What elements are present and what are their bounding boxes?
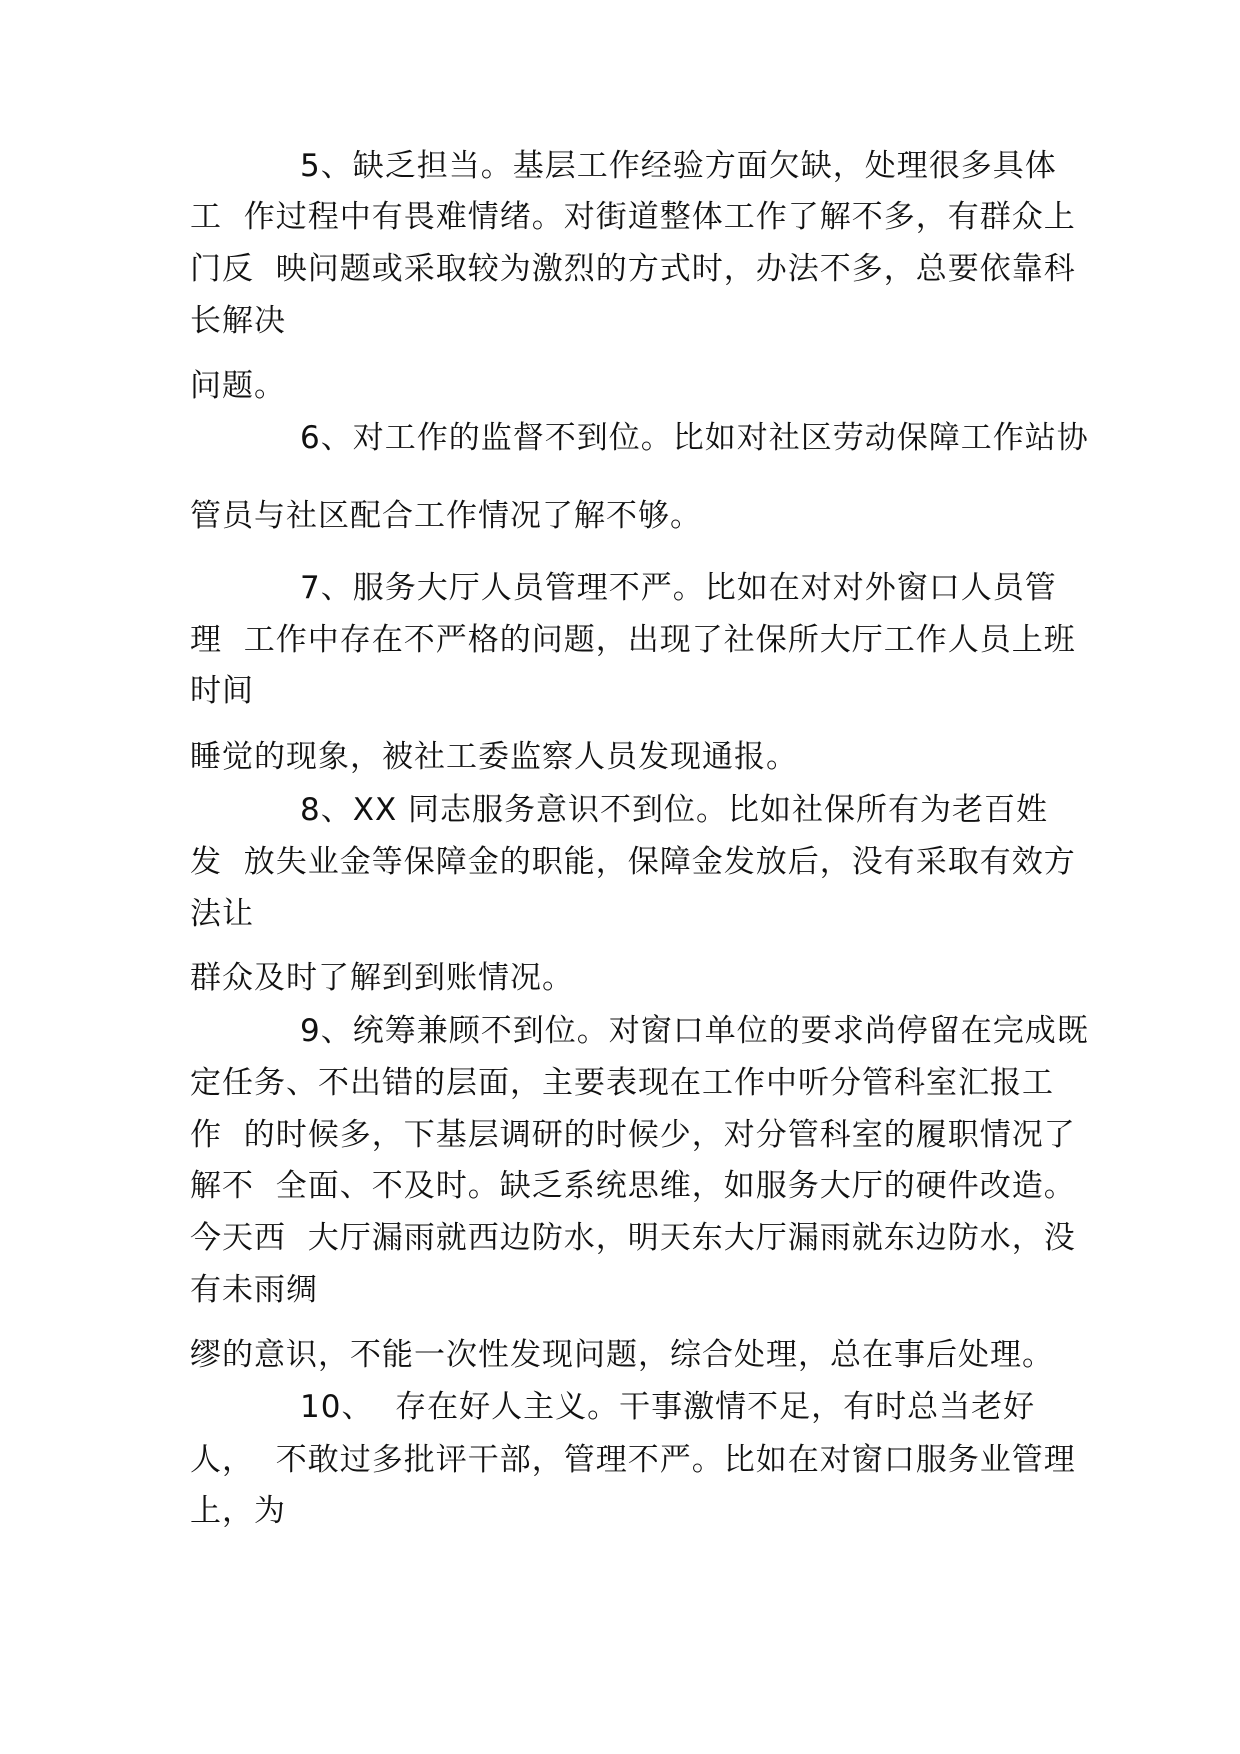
item-5-line-5: 问题。 — [190, 368, 286, 404]
item-5-line-2: 工 作过程中有畏难情绪。对街道整体工作了解不多，有群众上 — [190, 199, 1076, 235]
item-5-line-4: 长解决 — [190, 303, 286, 339]
item-9-line-3: 作 的时候多，下基层调研的时候少，对分管科室的履职情况了 — [190, 1117, 1076, 1153]
item-5-line-1: 5、缺乏担当。基层工作经验方面欠缺，处理很多具体 — [300, 148, 1057, 184]
item-7-line-2: 理 工作中存在不严格的问题，出现了社保所大厅工作人员上班 — [190, 622, 1076, 658]
item-8-line-4: 群众及时了解到到账情况。 — [190, 960, 574, 996]
item-7-line-3: 时间 — [190, 673, 254, 709]
item-7-line-1: 7、服务大厅人员管理不严。比如在对对外窗口人员管 — [300, 570, 1057, 606]
item-9-line-2: 定任务、不出错的层面，主要表现在工作中听分管科室汇报工 — [190, 1065, 1054, 1101]
item-9-line-5: 今天西 大厅漏雨就西边防水，明天东大厅漏雨就东边防水，没 — [190, 1220, 1076, 1256]
item-9-line-1: 9、统筹兼顾不到位。对窗口单位的要求尚停留在完成既 — [300, 1013, 1089, 1049]
item-9-line-6: 有未雨绸 — [190, 1272, 318, 1308]
item-8-line-3: 法让 — [190, 896, 254, 932]
item-5-line-3: 门反 映问题或采取较为激烈的方式时，办法不多，总要依靠科 — [190, 251, 1076, 287]
item-10-line-1: 10、 存在好人主义。干事激情不足，有时总当老好 — [300, 1389, 1036, 1425]
item-9-line-7: 缪的意识，不能一次性发现问题，综合处理，总在事后处理。 — [190, 1337, 1054, 1373]
item-8-line-1: 8、XX 同志服务意识不到位。比如社保所有为老百姓 — [300, 792, 1049, 828]
item-6-line-2: 管员与社区配合工作情况了解不够。 — [190, 498, 702, 534]
item-8-line-2: 发 放失业金等保障金的职能，保障金发放后，没有采取有效方 — [190, 844, 1076, 880]
item-6-line-1: 6、对工作的监督不到位。比如对社区劳动保障工作站协 — [300, 420, 1089, 456]
item-7-line-4: 睡觉的现象，被社工委监察人员发现通报。 — [190, 739, 798, 775]
item-9-line-4: 解不 全面、不及时。缺乏系统思维，如服务大厅的硬件改造。 — [190, 1168, 1076, 1204]
item-10-line-3: 上，为 — [190, 1493, 286, 1529]
item-10-line-2: 人， 不敢过多批评干部，管理不严。比如在对窗口服务业管理 — [190, 1442, 1076, 1478]
